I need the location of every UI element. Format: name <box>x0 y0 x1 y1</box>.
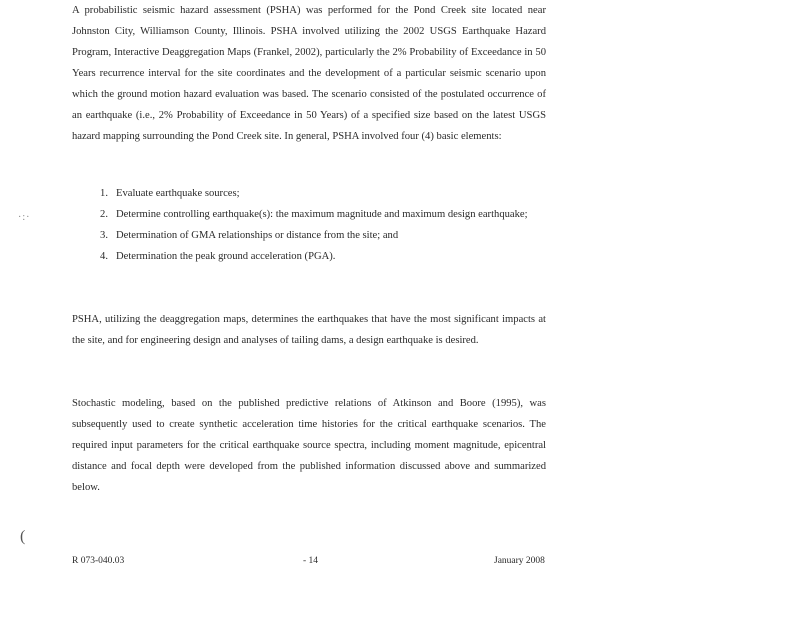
scan-artifact-icon: ·:· <box>18 212 31 223</box>
list-item <box>72 225 546 246</box>
footer-doc-number: R 073-040.03 <box>72 556 125 566</box>
list-item-text: Determination of GMA relationships or distance from the site; and <box>116 230 399 241</box>
footer-page-number: - 14 <box>303 556 319 566</box>
list-item-number: 1. <box>100 188 108 199</box>
list-item-text: Evaluate earthquake sources; <box>116 188 240 199</box>
stochastic-modeling-paragraph: Stochastic modeling, based on the published predictive relations of Atkinson and Boore (1995), was subsequently used to create synthetic acceleration time histories for the critical earthquake scenarios. The required input parameters for the critical earthquake source spectra, including moment magnitude, epicentral distance and focal depth were developed from the published information discussed above and summarized below. <box>72 398 546 493</box>
footer-date: January 2008 <box>494 556 545 566</box>
deaggregation-paragraph: PSHA, utilizing the deaggregation maps, determines the earthquakes that have the most significant impacts at the site, and for engineering design and analyses of tailing dams, a design earthquake is desired. <box>72 314 546 346</box>
basic-elements-list <box>72 183 546 267</box>
list-item-number: 4. <box>100 251 108 262</box>
list-item <box>72 204 546 225</box>
list-item-number: 2. <box>100 209 108 220</box>
list-item <box>72 183 546 204</box>
list-item <box>72 246 546 267</box>
list-item-text: Determine controlling earthquake(s): the maximum magnitude and maximum design earthquake; <box>116 209 528 220</box>
list-item-text: Determination the peak ground acceleration (PGA). <box>116 251 336 262</box>
scan-artifact-icon: ( <box>20 528 26 545</box>
list-item-number: 3. <box>100 230 108 241</box>
intro-paragraph: A probabilistic seismic hazard assessment (PSHA) was performed for the Pond Creek site located near Johnston City, Williamson County, Illinois. PSHA involved utilizing the 2002 USGS Earthquake Hazard Program, Interactive Deaggregation Maps (Frankel, 2002), particularly the 2% Probability of Exceedance in 50 Years recurrence interval for the site coordinates and the development of a particular seismic scenario upon which the ground motion hazard evaluation was based. The scenario consisted of the postulated occurrence of an earthquake (i.e., 2% Probability of Exceedance in 50 Years) of a specified size based on the latest USGS hazard mapping surrounding the Pond Creek site. In general, PSHA involved four (4) basic elements: <box>72 5 546 142</box>
